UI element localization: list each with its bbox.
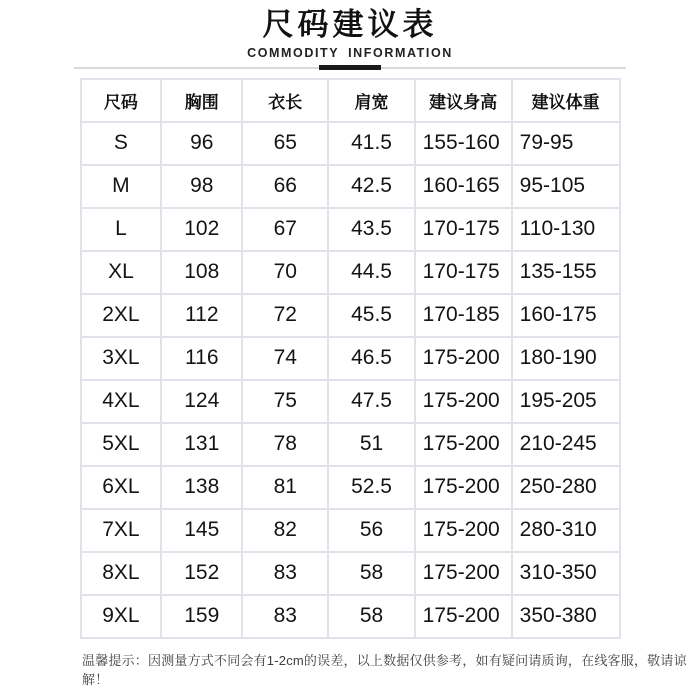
value-cell: 70 [242,251,328,294]
value-cell: 79-95 [512,122,620,165]
value-cell: 95-105 [512,165,620,208]
size-label-cell: 9XL [81,595,162,638]
value-cell: 108 [161,251,242,294]
page-title: 尺码建议表 [262,7,438,42]
value-cell: 131 [161,423,242,466]
value-cell: 175-200 [415,380,512,423]
value-cell: 83 [242,595,328,638]
value-cell: 78 [242,423,328,466]
table-row [81,595,620,638]
value-cell: 160-175 [512,294,620,337]
value-cell: 44.5 [328,251,414,294]
column-header-1: 胸围 [161,79,242,122]
column-header-2: 衣长 [242,79,328,122]
size-label-cell: 3XL [81,337,162,380]
value-cell: 51 [328,423,414,466]
table-row [81,509,620,552]
value-cell: 159 [161,595,242,638]
value-cell: 138 [161,466,242,509]
page-header [0,0,700,71]
value-cell: 75 [242,380,328,423]
page-subtitle: COMMODITY INFORMATION [247,45,453,60]
size-table-header-row [81,79,620,122]
column-header-5: 建议体重 [512,79,620,122]
value-cell: 170-185 [415,294,512,337]
value-cell: 65 [242,122,328,165]
value-cell: 52.5 [328,466,414,509]
value-cell: 170-175 [415,251,512,294]
value-cell: 42.5 [328,165,414,208]
value-cell: 96 [161,122,242,165]
value-cell: 45.5 [328,294,414,337]
size-label-cell: S [81,122,162,165]
table-row [81,552,620,595]
size-label-cell: 5XL [81,423,162,466]
value-cell: 58 [328,595,414,638]
value-cell: 350-380 [512,595,620,638]
value-cell: 66 [242,165,328,208]
value-cell: 83 [242,552,328,595]
value-cell: 250-280 [512,466,620,509]
value-cell: 280-310 [512,509,620,552]
value-cell: 82 [242,509,328,552]
divider-black-bar [319,65,381,70]
size-label-cell: 6XL [81,466,162,509]
value-cell: 152 [161,552,242,595]
table-row [81,251,620,294]
value-cell: 102 [161,208,242,251]
table-row [81,337,620,380]
value-cell: 180-190 [512,337,620,380]
value-cell: 98 [161,165,242,208]
size-table [80,78,621,639]
column-header-3: 肩宽 [328,79,414,122]
size-label-cell: M [81,165,162,208]
value-cell: 175-200 [415,466,512,509]
size-label-cell: 7XL [81,509,162,552]
table-row [81,165,620,208]
value-cell: 175-200 [415,423,512,466]
value-cell: 43.5 [328,208,414,251]
size-label-cell: 2XL [81,294,162,337]
footer-note: 温馨提示：因测量方式不同会有1-2cm的误差，以上数据仅供参考，如有疑问请质询，在线客服，敬请谅解！ [82,652,687,687]
table-row [81,423,620,466]
value-cell: 145 [161,509,242,552]
table-row [81,466,620,509]
header-divider [74,65,626,71]
table-row [81,380,620,423]
value-cell: 310-350 [512,552,620,595]
size-label-cell: L [81,208,162,251]
value-cell: 210-245 [512,423,620,466]
value-cell: 110-130 [512,208,620,251]
value-cell: 160-165 [415,165,512,208]
size-table-body [81,122,620,638]
value-cell: 74 [242,337,328,380]
value-cell: 124 [161,380,242,423]
column-header-0: 尺码 [81,79,162,122]
value-cell: 67 [242,208,328,251]
value-cell: 112 [161,294,242,337]
column-header-4: 建议身高 [415,79,512,122]
value-cell: 56 [328,509,414,552]
value-cell: 46.5 [328,337,414,380]
value-cell: 195-205 [512,380,620,423]
value-cell: 47.5 [328,380,414,423]
table-row [81,208,620,251]
size-label-cell: XL [81,251,162,294]
value-cell: 81 [242,466,328,509]
value-cell: 58 [328,552,414,595]
value-cell: 72 [242,294,328,337]
value-cell: 175-200 [415,509,512,552]
value-cell: 135-155 [512,251,620,294]
value-cell: 116 [161,337,242,380]
value-cell: 155-160 [415,122,512,165]
size-label-cell: 8XL [81,552,162,595]
table-row [81,294,620,337]
value-cell: 170-175 [415,208,512,251]
value-cell: 175-200 [415,337,512,380]
size-label-cell: 4XL [81,380,162,423]
value-cell: 41.5 [328,122,414,165]
value-cell: 175-200 [415,552,512,595]
value-cell: 175-200 [415,595,512,638]
table-row [81,122,620,165]
